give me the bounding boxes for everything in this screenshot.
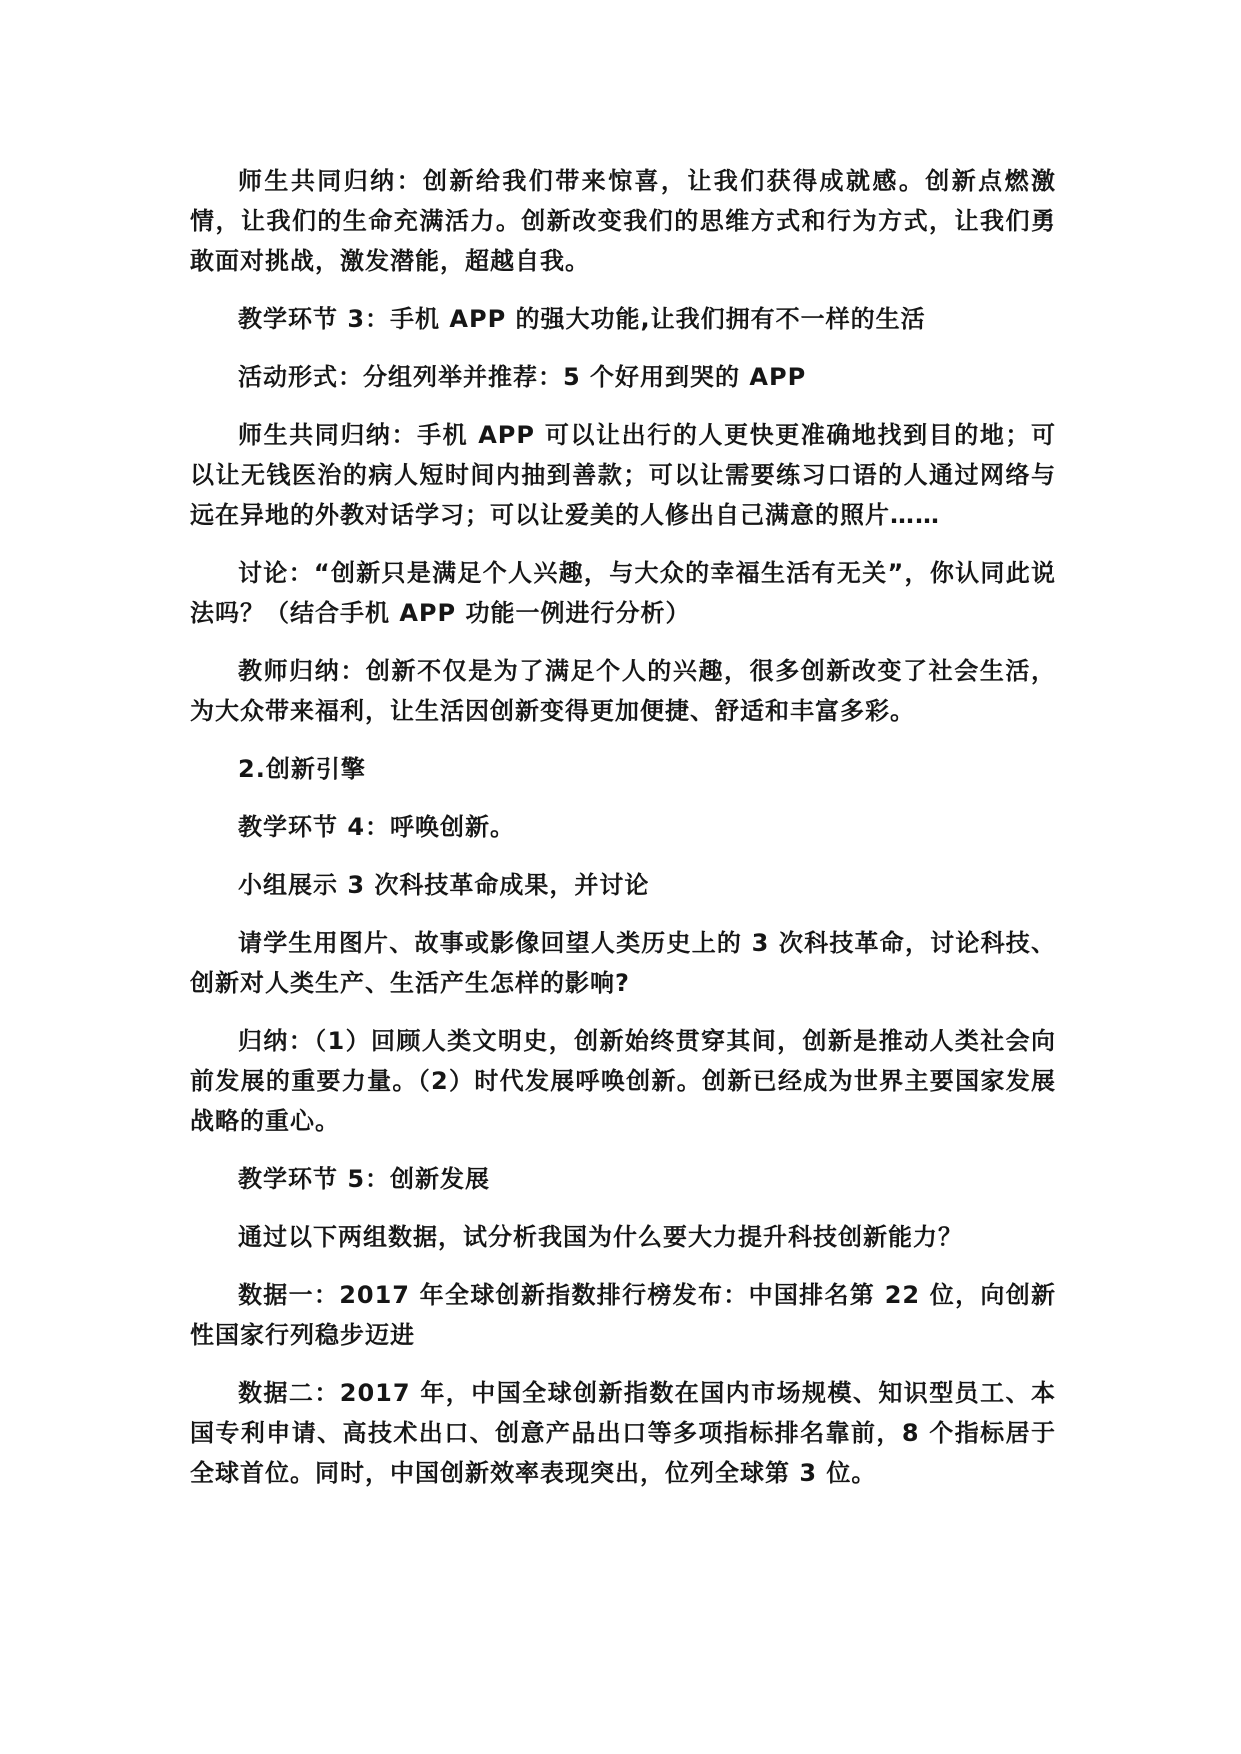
paragraph-summary-creativity: 师生共同归纳：创新给我们带来惊喜，让我们获得成就感。创新点燃激情，让我们的生命充满活力。创新改变我们的思维方式和行为方式，让我们勇敢面对挑战，激发潜能，超越自我。 [190, 167, 1056, 275]
paragraph-teacher-summary: 教师归纳：创新不仅是为了满足个人的兴趣，很多创新改变了社会生活，为大众带来福利，让生活因创新变得更加便捷、舒适和丰富多彩。 [190, 657, 1056, 725]
paragraph-conclusion: 归纳：（1）回顾人类文明史，创新始终贯穿其间，创新是推动人类社会向前发展的重要力量。（2）时代发展呼唤创新。创新已经成为世界主要国家发展战略的重心。 [190, 1027, 1056, 1135]
paragraph-teaching-step-3: 教学环节 3：手机 APP 的强大功能,让我们拥有不一样的生活 [238, 305, 926, 333]
section-heading-innovation-engine: 2.创新引擎 [238, 755, 366, 783]
paragraph-data-two: 数据二：2017 年，中国全球创新指数在国内市场规模、知识型员工、本国专利申请、高技术出口、创意产品出口等多项指标排名靠前，8 个指标居于全球首位。同时，中国创新效率表现突出，位列全球第 3 位。 [190, 1379, 1056, 1487]
paragraph-data-question: 通过以下两组数据，试分析我国为什么要大力提升科技创新能力？ [238, 1223, 963, 1251]
paragraph-group-display: 小组展示 3 次科技革命成果，并讨论 [238, 871, 650, 899]
paragraph-activity-form: 活动形式：分组列举并推荐：5 个好用到哭的 APP [238, 363, 807, 391]
paragraph-discussion: 讨论：“创新只是满足个人兴趣，与大众的幸福生活有无关”，你认同此说法吗？（结合手机 APP 功能一例进行分析） [190, 559, 1056, 627]
paragraph-data-one: 数据一：2017 年全球创新指数排行榜发布：中国排名第 22 位，向创新性国家行列稳步迈进 [190, 1281, 1056, 1349]
paragraph-teaching-step-4: 教学环节 4：呼唤创新。 [238, 813, 516, 841]
document-body [190, 161, 1056, 1511]
paragraph-teaching-step-5: 教学环节 5：创新发展 [238, 1165, 491, 1193]
paragraph-summary-app: 师生共同归纳：手机 APP 可以让出行的人更快更准确地找到目的地；可以让无钱医治的病人短时间内抽到善款；可以让需要练习口语的人通过网络与远在异地的外教对话学习；可以让爱美的人修出自己满意的照片…… [190, 421, 1056, 529]
paragraph-student-task: 请学生用图片、故事或影像回望人类历史上的 3 次科技革命，讨论科技、创新对人类生产、生活产生怎样的影响? [190, 929, 1056, 997]
